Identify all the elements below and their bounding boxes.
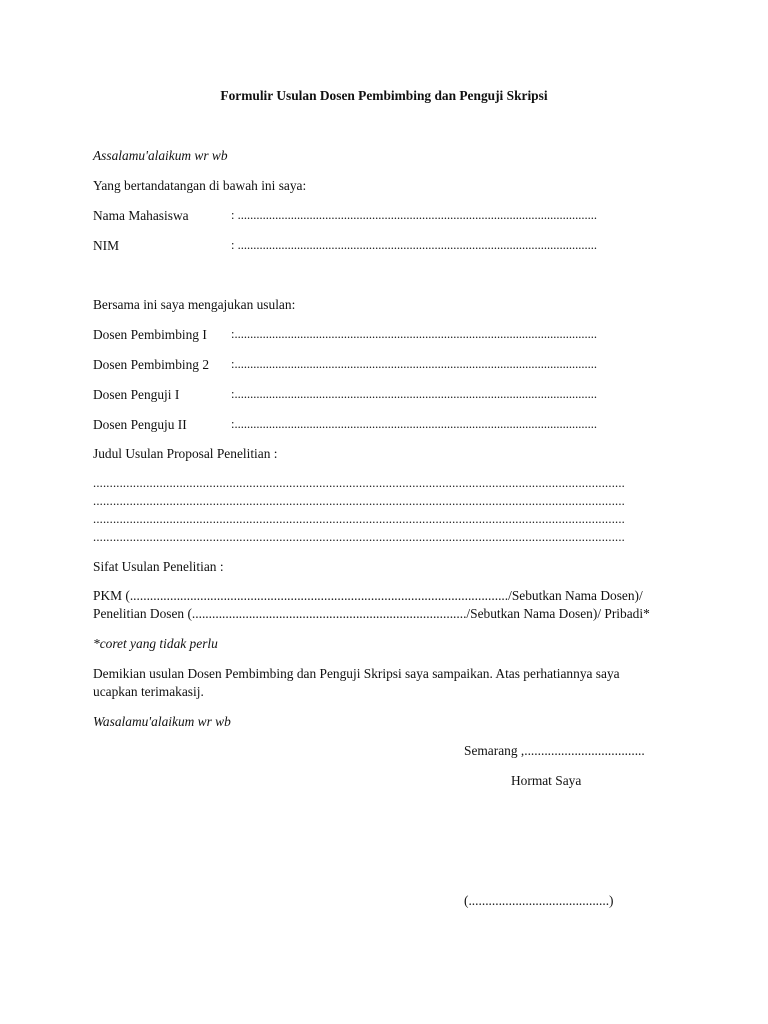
- proposal-title-label: Judul Usulan Proposal Penelitian :: [93, 446, 278, 461]
- footnote: *coret yang tidak perlu: [93, 636, 218, 651]
- closing-text: Demikian usulan Dosen Pembimbing dan Penguji Skripsi saya sampaikan. Atas perhatiannya saya: [93, 666, 620, 681]
- research-nature-label: Sifat Usulan Penelitian :: [93, 559, 224, 574]
- student-name-field[interactable]: : ...................................................................................................................: [231, 208, 597, 222]
- form-title: Formulir Usulan Dosen Pembimbing dan Penguji Skripsi: [220, 88, 548, 103]
- examiner-1-field[interactable]: :....................................................................................................................: [231, 387, 597, 401]
- supervisor-1-label: Dosen Pembimbing I: [93, 327, 207, 342]
- supervisor-2-label: Dosen Pembimbing 2: [93, 357, 210, 372]
- examiner-1-label: Dosen Penguji I: [93, 387, 180, 402]
- place-date-field[interactable]: Semarang ,....................................: [464, 743, 645, 758]
- regards-text: Hormat Saya: [511, 773, 582, 788]
- proposal-title-line[interactable]: ................................................................................................................................................................: [93, 476, 625, 490]
- proposal-title-line[interactable]: ................................................................................................................................................................: [93, 494, 625, 508]
- greeting-close: Wasalamu'alaikum wr wb: [93, 714, 231, 729]
- examiner-2-label: Dosen Penguju II: [93, 417, 187, 432]
- research-nature-pkm[interactable]: PKM (................................................................................................................./Sebutkan Nama Dosen)/: [93, 588, 643, 603]
- proposal-title-line[interactable]: ................................................................................................................................................................: [93, 512, 625, 526]
- student-nim-field[interactable]: : ...................................................................................................................: [231, 238, 597, 252]
- proposal-title-line[interactable]: ................................................................................................................................................................: [93, 530, 625, 544]
- signature-line[interactable]: (..........................................): [464, 893, 614, 908]
- supervisor-2-field[interactable]: :....................................................................................................................: [231, 357, 597, 371]
- student-nim-label: NIM: [93, 238, 120, 253]
- intro-text: Yang bertandatangan di bawah ini saya:: [93, 178, 307, 193]
- closing-text: ucapkan terimakasij.: [93, 684, 204, 699]
- supervisor-1-field[interactable]: :....................................................................................................................: [231, 327, 597, 341]
- greeting-open: Assalamu'alaikum wr wb: [93, 148, 228, 163]
- examiner-2-field[interactable]: :....................................................................................................................: [231, 417, 597, 431]
- proposal-intro: Bersama ini saya mengajukan usulan:: [93, 297, 296, 312]
- research-nature-lecturer[interactable]: Penelitian Dosen (................................................................................../Sebutkan Nama Dosen)/ Pribadi*: [93, 606, 650, 621]
- student-name-label: Nama Mahasiswa: [93, 208, 189, 223]
